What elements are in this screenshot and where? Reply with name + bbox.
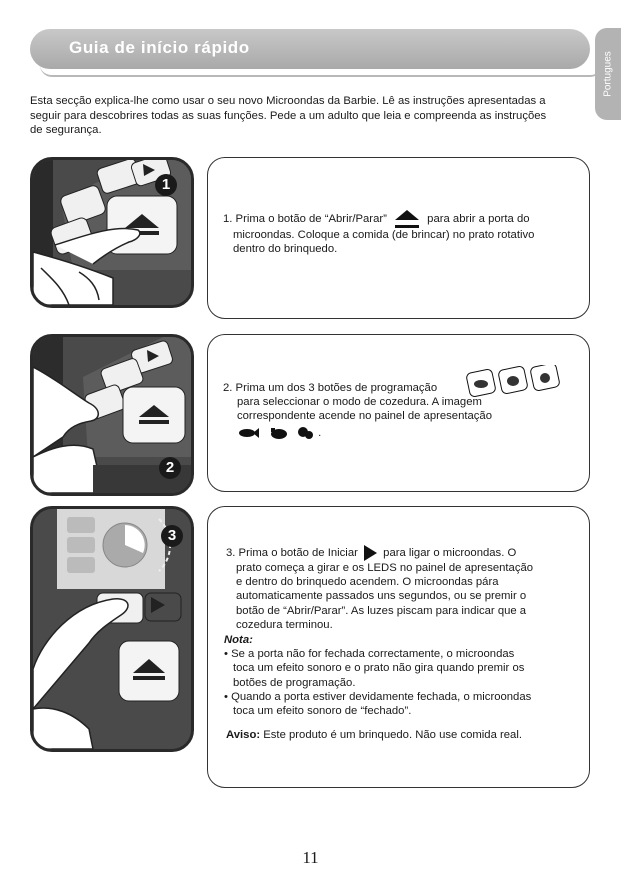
step-2-photo xyxy=(30,334,194,496)
intro-paragraph: Esta secção explica-lhe como usar o seu novo Microondas da Barbie. Lê as instruções apresentadas a seguir para descobrires todas as suas funções. Pede a um adulto que leia e compreenda as instruções de segurança. xyxy=(30,95,547,136)
step-3-text-post: para ligar o microondas. O xyxy=(383,546,517,559)
step-3-text-pre: 3. Prima o botão de Iniciar xyxy=(226,546,358,559)
warning-text: Este produto é um brinquedo. Não use comida real. xyxy=(260,729,522,741)
page-number: 11 xyxy=(302,848,319,867)
step-2-text-line2: para seleccionar o modo de cozedura. A imagem xyxy=(237,396,482,409)
eject-icon xyxy=(395,210,419,228)
step-1-badge: 1 xyxy=(155,174,177,196)
food-icons xyxy=(223,426,315,440)
step-1-text-line2: microondas. Coloque a comida (de brincar) no prato rotativo xyxy=(233,229,535,242)
note-line: botões de programação. xyxy=(233,676,356,689)
step-2-text xyxy=(223,381,583,440)
step-1-text-post: para abrir a porta do xyxy=(427,213,530,226)
note-line: toca um efeito sonoro e o prato não gira quando premir os xyxy=(233,662,525,675)
language-tab xyxy=(595,28,621,120)
language-tab-label: Portugues xyxy=(602,51,614,97)
step-1-text xyxy=(223,210,583,257)
step-1-photo xyxy=(30,157,194,308)
step-1-card xyxy=(207,157,590,319)
step-3-text-line: botão de “Abrir/Parar”. As luzes piscam para indicar que a xyxy=(236,604,527,617)
step-3-text-line: cozedura terminou. xyxy=(236,618,333,631)
page-title: Guia de início rápido xyxy=(69,38,250,57)
step-1-text-line3: dentro do brinquedo. xyxy=(233,243,338,256)
note-line: toca um efeito sonoro de “fechado”. xyxy=(233,705,412,718)
step-3-text-line: e dentro do brinquedo acendem. O microondas pára xyxy=(236,576,499,589)
play-icon xyxy=(364,545,377,561)
step-2-card xyxy=(207,334,590,492)
note-line: • Se a porta não for fechada correctamente, o microondas xyxy=(224,648,515,661)
warning xyxy=(226,728,586,742)
step-2-dot: . xyxy=(318,426,322,439)
note-section xyxy=(224,633,584,718)
step-1-text-pre: 1. Prima o botão de “Abrir/Parar” xyxy=(223,213,387,226)
note-label: Nota: xyxy=(224,634,253,646)
warning-label: Aviso: xyxy=(226,729,261,741)
step-3-text-line: automaticamente passados uns segundos, ou se premir o xyxy=(236,590,527,603)
step-3-card xyxy=(207,506,590,788)
step-2-text-line1: 2. Prima um dos 3 botões de programação xyxy=(223,382,438,394)
step-3-badge: 3 xyxy=(161,525,183,547)
step-3-photo xyxy=(30,506,194,752)
food-mode-icons xyxy=(237,426,315,440)
step-3-text xyxy=(226,545,581,632)
note-line: • Quando a porta estiver devidamente fechada, o microondas xyxy=(224,690,532,703)
step-2-badge: 2 xyxy=(159,457,181,479)
step-3-text-line: prato começa a girar e os LEDS no painel de apresentação xyxy=(236,562,534,574)
step-2-text-line3: correspondente acende no painel de apresentação xyxy=(237,410,493,423)
